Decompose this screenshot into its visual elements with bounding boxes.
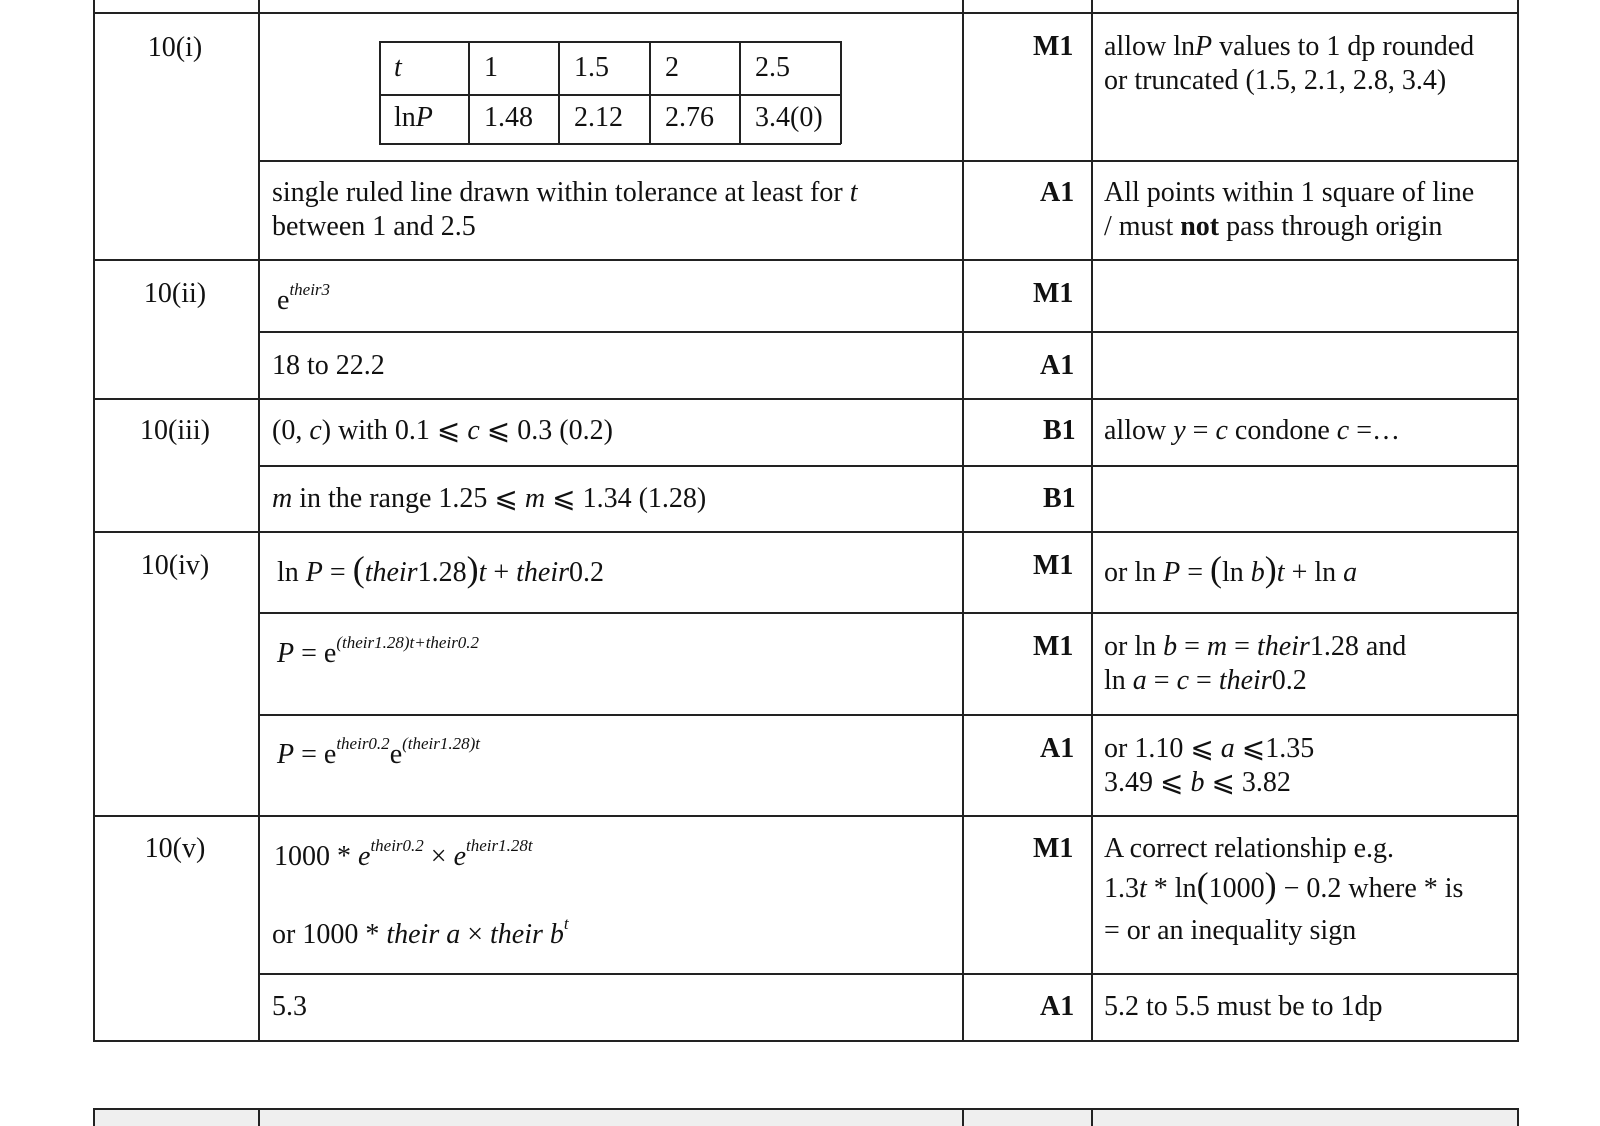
mark-10iii-1: B1 xyxy=(1043,415,1076,446)
table-header-t: t xyxy=(394,52,402,83)
answer-10i-2-line2: between 1 and 2.5 xyxy=(272,211,476,242)
answer-10v-1-line2: or 1000 * their a × their $b^t$ xyxy=(272,914,569,950)
answer-10iv-1: ln P = (their1.28)t + their0.2 xyxy=(277,549,605,589)
mark-10iv-2: M1 xyxy=(1033,631,1074,662)
table-cell-lnp-1: 1.48 xyxy=(484,102,533,133)
answer-10iii-2: m in the range 1.25 ⩽ m ⩽ 1.34 (1.28) xyxy=(272,483,707,514)
guidance-10v-1-line3: = or an inequality sign xyxy=(1104,915,1357,946)
answer-10v-2: 5.3 xyxy=(272,991,307,1022)
mark-10i-2: A1 xyxy=(1040,177,1075,208)
mark-10iv-1: M1 xyxy=(1033,550,1074,581)
mark-10iii-2: B1 xyxy=(1043,483,1076,514)
guidance-10iv-1: or ln P = (ln b)t + ln a xyxy=(1104,549,1358,589)
answer-10iv-2: $P = e^{(their1.28)t+their0.2}$ xyxy=(277,633,480,669)
guidance-10i-1: allow lnP values to 1 dp rounded xyxy=(1104,31,1475,62)
mark-10iv-3: A1 xyxy=(1040,733,1075,764)
table-cell-t-2: 1.5 xyxy=(574,52,609,83)
guidance-10iv-3: or 1.10 ⩽ a ⩽1.35 xyxy=(1104,733,1315,764)
table-cell-t-1: 1 xyxy=(484,52,498,83)
mark-10ii-1: M1 xyxy=(1033,278,1074,309)
answer-10ii-2: 18 to 22.2 xyxy=(272,350,385,381)
table-cell-lnp-3: 2.76 xyxy=(665,102,714,133)
mark-10v-2: A1 xyxy=(1040,991,1075,1022)
guidance-10v-1-line2: 1.3t * ln(1000) − 0.2 where * is xyxy=(1104,865,1464,905)
question-label-10iii: 10(iii) xyxy=(140,415,210,446)
mark-10ii-2: A1 xyxy=(1040,350,1075,381)
mark-10i-1: M1 xyxy=(1033,31,1074,62)
mark-10v-1: M1 xyxy=(1033,833,1074,864)
table-cell-lnp-2: 2.12 xyxy=(574,102,623,133)
question-label-10v: 10(v) xyxy=(144,833,206,864)
answer-10iv-3: $P = e^{their0.2}e^{(their1.28)t}$ xyxy=(277,734,481,770)
guidance-10i-2: All points within 1 square of line xyxy=(1104,177,1475,208)
guidance-10iv-3-line2: 3.49 ⩽ b ⩽ 3.82 xyxy=(1104,767,1291,798)
table-header-lnp: lnP xyxy=(394,102,433,133)
table-cell-t-3: 2 xyxy=(665,52,679,83)
answer-10iii-1: (0, c) with 0.1 ⩽ c ⩽ 0.3 (0.2) xyxy=(272,415,613,446)
table-cell-t-4: 2.5 xyxy=(755,52,790,83)
question-label-10ii: 10(ii) xyxy=(143,278,207,309)
answer-10v-1: $1000 * e^{their0.2} \times e^{their1.28t}$ xyxy=(274,836,533,872)
guidance-10v-1: A correct relationship e.g. xyxy=(1104,833,1395,864)
guidance-10v-2: 5.2 to 5.5 must be to 1dp xyxy=(1104,991,1383,1022)
answer-10ii-1: $e^{their3}$ xyxy=(277,280,331,316)
table-cell-lnp-4: 3.4(0) xyxy=(755,102,823,133)
answer-10i-2: single ruled line drawn within tolerance at least for t xyxy=(272,177,858,208)
question-label-10iv: 10(iv) xyxy=(140,550,210,581)
question-label-10i: 10(i) xyxy=(147,32,203,63)
guidance-10iv-2-line2: ln a = c = their0.2 xyxy=(1104,665,1307,696)
guidance-10i-1-line2: or truncated (1.5, 2.1, 2.8, 3.4) xyxy=(1104,65,1447,96)
guidance-10iv-2: or ln b = m = their1.28 and xyxy=(1104,631,1407,662)
guidance-10iii-1: allow y = c condone c =… xyxy=(1104,415,1400,446)
guidance-10i-2-line2: / must not pass through origin xyxy=(1104,211,1443,242)
